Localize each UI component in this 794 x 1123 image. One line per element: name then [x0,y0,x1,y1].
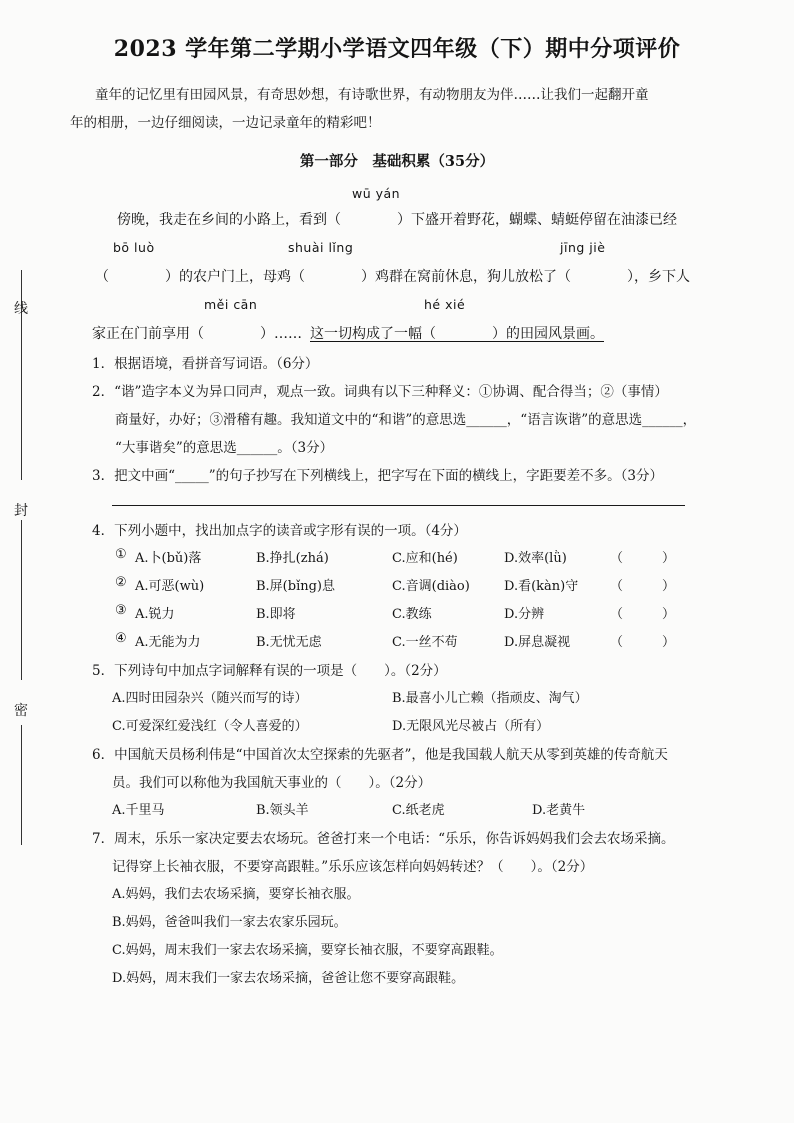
q4-row-3-c: C.教练 [392,607,432,622]
q4-row-3-b: B.即将 [256,607,296,622]
margin-mark-xian: 线 [14,301,28,317]
q4-row-4-c: C.一丝不苟 [392,635,458,650]
page-title: 2023 学年第二学期小学语文四年级（下）期中分项评价 [113,36,681,62]
pinyin-shuailing: shuài lǐng [288,240,354,255]
intro-line-2: 年的相册，一边仔细阅读，一边记录童年的精彩吧！ [70,115,381,131]
q4-row-4-d: D.屏息凝视 [504,635,571,650]
q6-option-a: A.千里马 [112,803,165,818]
q5-option-d: D.无限风光尽被占（所有） [392,719,550,734]
pinyin-wuyan: wū yán [352,186,401,201]
q6-option-c: C.纸老虎 [392,803,445,818]
q4-row-2-num: ② [115,575,127,590]
pinyin-jingjie: jīng jiè [560,240,606,255]
passage-line-3b-underlined: 这一切构成了一幅（ ）的田园风景画。 [310,326,604,342]
passage-line-2: （ ）的农户门上，母鸡（ ）鸡群在窝前休息，狗儿放松了（ ），乡下人 [95,269,690,285]
question-5: 5．下列诗句中加点字词解释有误的一项是（ ）。（2分） [92,663,447,679]
q4-row-2-a: A.可恶(wù) [135,579,205,594]
q4-row-2-answer[interactable]: （ ） [610,579,676,594]
q4-row-1-d: D.效率(lǜ) [504,551,567,566]
pinyin-hexie: hé xié [424,297,466,312]
q5-option-a: A.四时田园杂兴（随兴而写的诗） [112,691,308,706]
q6-option-b: B.领头羊 [256,803,309,818]
q4-row-4-a: A.无能为力 [135,635,201,650]
q4-row-3-answer[interactable]: （ ） [610,607,676,622]
question-6-line-2: 员。我们可以称他为我国航天事业的（ ）。（2分） [112,775,432,791]
q7-option-d: D.妈妈，周末我们一家去农场采摘，爸爸让您不要穿高跟鞋。 [112,971,465,986]
q4-row-1-num: ① [115,547,127,562]
q4-row-2-b: B.屏(bǐng)息 [256,579,336,594]
q4-row-2-d: D.看(kàn)守 [504,579,579,594]
intro-line-1: 童年的记忆里有田园风景，有奇思妙想，有诗歌世界，有动物朋友为伴……让我们一起翻开童 [95,87,649,103]
passage-line-3a: 家正在门前享用（ ）…… [92,326,302,342]
q4-row-3-a: A.锐力 [135,607,175,622]
q7-option-c: C.妈妈，周末我们一家去农场采摘，要穿长袖衣服，不要穿高跟鞋。 [112,943,503,958]
q4-row-3-num: ③ [115,603,127,618]
question-7-line-1: 7．周末，乐乐一家决定要去农场玩。爸爸打来一个电话：“乐乐，你告诉妈妈我们会去农场采摘。 [92,831,675,847]
question-7-line-2: 记得穿上长袖衣服，不要穿高跟鞋。”乐乐应该怎样向妈妈转述？（ ）。（2分） [112,859,594,875]
q4-row-4-b: B.无忧无虑 [256,635,322,650]
q4-row-1-a: A.卜(bǔ)落 [135,551,202,566]
q6-option-d: D.老黄牛 [532,803,586,818]
q4-row-4-answer[interactable]: （ ） [610,635,676,650]
q4-row-4-num: ④ [115,631,127,646]
question-6-line-1: 6．中国航天员杨利伟是“中国首次太空探索的先驱者”，他是我国载人航天从零到英雄的传奇航天 [92,747,668,763]
q4-row-1-answer[interactable]: （ ） [610,551,676,566]
question-4: 4．下列小题中，找出加点字的读音或字形有误的一项。（4分） [92,523,467,539]
q4-row-2-c: C.音调(diào) [392,579,470,594]
pinyin-boluo: bō luò [113,240,155,255]
margin-mark-feng: 封 [14,503,28,519]
q7-option-a: A.妈妈，我们去农场采摘，要穿长袖衣服。 [112,887,360,902]
binding-line-middle [21,520,22,680]
passage-line-1: 傍晚，我走在乡间的小路上，看到（ ）下盛开着野花，蝴蝶、蜻蜓停留在油漆已经 [117,212,677,228]
q5-option-c: C.可爱深红爱浅红（令人喜爱的） [112,719,308,734]
q4-row-3-d: D.分辨 [504,607,545,622]
pinyin-meican: měi cān [204,297,258,312]
q4-row-1-b: B.挣扎(zhá) [256,551,329,566]
binding-line-lower [21,725,22,845]
section-title: 第一部分 基础积累（35分） [299,153,495,170]
question-1: 1．根据语境，看拼音写词语。（6分） [92,356,319,372]
question-3: 3．把文中画“_____”的句子抄写在下列横线上，把字写在下面的横线上，字距要差不多。（3分） [92,468,663,484]
q7-option-b: B.妈妈，爸爸叫我们一家去农家乐园玩。 [112,915,347,930]
q4-row-1-c: C.应和(hé) [392,551,458,566]
margin-mark-mi: 密 [14,703,28,719]
question-2-line-1: 2．“谐”造字本义为异口同声，观点一致。词典有以下三种释义：①协调、配合得当；②（事情） [92,384,668,400]
q5-option-b: B.最喜小儿亡赖（指顽皮、淘气） [392,691,588,706]
question-2-line-2: 商量好，办好；③滑稽有趣。我知道文中的“和谐”的意思选______，“语言诙谐”的意思选______， [115,412,697,428]
question-2-line-3: “大事谐矣”的意思选______。（3分） [115,440,334,456]
answer-line-q3[interactable] [112,505,685,506]
